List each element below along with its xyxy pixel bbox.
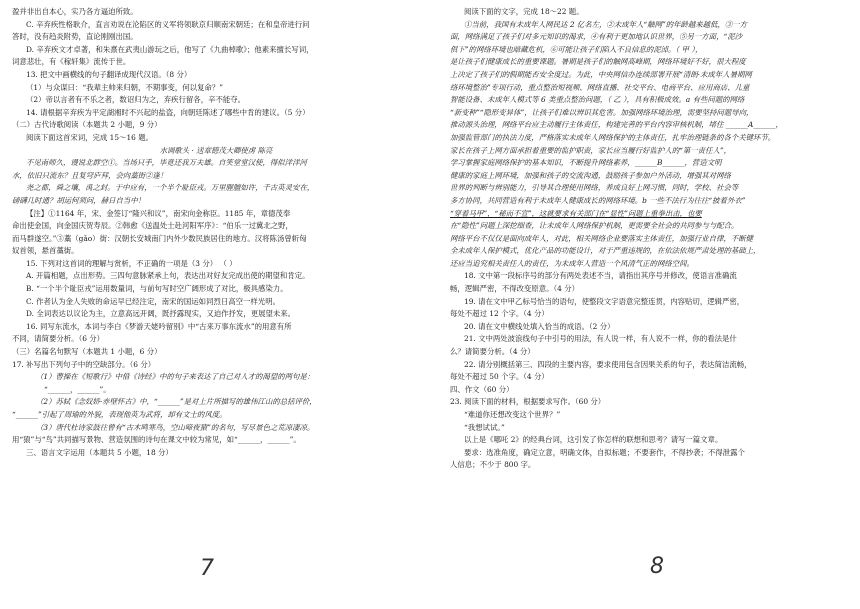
text-line: 要求：选准角度，确定立意，明确文体，自拟标题；不要套作，不得抄袭；不得泄露个 [464, 447, 745, 457]
text-line: C. 辛弃疾性格耿介，直言劝说在沦陷区的义军将领耿京归顺南宋朝廷；在和皇帝进行问 [26, 19, 310, 29]
section-heading: （三）名篇名句默写（本题共 1 小题，6 分） [12, 347, 162, 357]
question-20: 20. 请在文中横线处填入恰当的成语。（2 分） [464, 321, 615, 331]
section-heading: 四、作文（60 分） [450, 384, 514, 394]
passage-line: 还应当追究相关责任人的责任，为未成年人营造一个风清气正的网络空间。 [450, 258, 694, 268]
poem-note: 奴首领，悬首藁街。 [12, 246, 79, 256]
passage-line: ①当前，我国有未成年人网民达 2 亿名左，②未成年人“触网”的年龄越来越低，③一方 [464, 19, 748, 29]
poem-note: 【注】①1164 年，宋、金签订“隆兴和议”，南宋向金称臣。1185 年，章德茂奉 [26, 208, 291, 218]
question-18: 18. 文中第一段标序号的部分有两处表述不当，请指出其序号并修改，使语言准确流 [464, 271, 737, 281]
question-22: 22. 请分别概括第三、四段的主要内容，要求使用包含因果关系的句子，表达简洁流畅， [464, 359, 752, 369]
passage-line: 健康的家庭上网环境，加强和孩子的交流沟通，鼓励孩子参加户外活动，增强其对网络 [450, 170, 731, 180]
text-line: （1）曹操在《短歌行》中借《诗经》中的句子来表达了自己对人才的渴望的两句是： [36, 372, 315, 382]
text-line: “______”引起了周瑜的外貌，表现他英为武将，却有文士的风度。 [12, 410, 227, 419]
page-number: 7 [200, 556, 214, 581]
poem-line: 尧之都，舜之壤，禹之封。于中应有，一个半个耻臣戎。万里腥膻如许，千古英灵安在， [26, 183, 315, 193]
passage-line: 多方协同，共同营造有利于未成年人健康成长的网络环境。b 一些不法行为往往“披着外衣” [450, 195, 746, 205]
poem-note: 而马群遂空。”③藁（gǎo）街：汉朝长安城南门内外少数民族居住的地方。汉将陈汤曾斩匈 [12, 233, 307, 243]
question-19: 19. 请在文中甲乙标号恰当的语句，使整段文字语意完整连贯，内容贴切，逻辑严密， [464, 296, 745, 306]
text-line: 每处不超过 50 个字。（4 分） [450, 372, 549, 382]
text-line: （2）苏轼《念奴娇·赤壁怀古》中，“______”是对上片所描写的雄伟江山的总括评价， [36, 397, 317, 407]
quote-line: “难道你还想改变这个世界？” [464, 410, 561, 419]
text-line: D. 辛弃疾文才卓著，和朱熹在武夷山游玩之后，他写了《九曲棹歌》；他素来擅长写词， [26, 44, 314, 54]
right-page [440, 0, 860, 609]
text-line: 每处不超过 12 个字。（4 分） [450, 309, 549, 319]
question-16: 16. 同写东流水，本词与李白《梦游天姥吟留别》中“古来万事东流水”的用意有所 [26, 321, 292, 331]
section-heading: 三、语言文字运用（本题共 5 小题，18 分） [26, 447, 173, 457]
text-line: 用“猿”与“鸟”共同描写景物、营造氛围的诗句在课文中较为常见，如“______，______”。 [12, 435, 301, 445]
text-line: “______，______”。 [44, 384, 111, 394]
text-line: 答时，没有趋炎附势，直论刚刚出国。 [12, 32, 138, 42]
text-line: 畅，逻辑严密，不得改变原意。（4 分） [450, 284, 579, 294]
question-14: 14. 请根据辛弃疾为平定湖湘时不兴起的盐盗，向朝廷陈述了哪些中肯的建议。（5 分） [26, 107, 310, 117]
passage-line: 络环境整治”专项行动，重点整治短视频、网络直播、社交平台、电商平台、应用商店、儿童 [450, 82, 750, 92]
option-c: C. 作者认为金人失败的命运早已经注定，南宋的国运如同烈日高空一样光明。 [26, 296, 280, 306]
text-line: （1）与众谋曰：“我辈主帅来归朝，不期事变，何以复命？” [26, 82, 224, 92]
passage-line: 在“隐性”问题上深挖细查，让未成年人网络保护机制，更需要全社会的共同参与与配合。 [450, 221, 739, 231]
question-21: 21. 文中两处波浪线句子中引号的用法，有人说一样，有人说不一样，你的看法是什 [464, 334, 737, 344]
section-heading: （二）古代诗歌阅读（本题共 2 小题，9 分） [12, 120, 162, 130]
text-line: （2）帝以言者有不乐之者，数诏归为之，弃疾行留各，辛不能夺。 [26, 95, 246, 105]
passage-line: 智能设备、未成年人模式等 6 类重点整治问题，（ 乙 ），具有积极成效。a 有些问题的网络 [450, 95, 745, 105]
passage-line: 加强监管部门的执法力度，严格落实未成年人网络保护的主体责任，扎牢治理链条的各个关键环节。 [450, 132, 776, 142]
passage-line: 网络平台不仅仅是面向成年人，对此，相关网络企业要落实主体责任，加强行业自律，不断健 [450, 233, 754, 243]
poem-line: 磅礴几时通？胡运何须问，赫日自当中！ [12, 195, 146, 205]
question-17: 17. 补写出下列句子中的空缺部分。（6 分） [12, 359, 156, 369]
option-d: D. 全词表达以议论为主，立意高远开阔，既抒露现实，又迫作抒发，更展望未来。 [26, 309, 296, 319]
option-b: B. “一个半个耻臣戎”运用数量词，与前句写时空广阔形成了对比，极具感染力。 [26, 284, 288, 294]
text-line: 以上是《哪吒 2》的经典台词，这引发了你怎样的联想和思考？请写一篇文章。 [464, 435, 723, 445]
text-line: 阅读下面的文字，完成 18～22 题。 [464, 7, 584, 16]
passage-line: 世界的判断与辨别能力，引导其合理使用网络，养成良好上网习惯，同时，学校、社会等 [450, 183, 739, 193]
passage-line: 俱下”的网络环境也暗藏危机，⑥可能让孩子们陷入不良信息的泥淖。（ 甲 ）， [450, 44, 703, 54]
text-line: 不同，请简要分析。（6 分） [12, 334, 105, 344]
question-23: 23. 阅读下面的材料，根据要求写作。（60 分） [450, 397, 606, 407]
question-13: 13. 把文中画横线的句子翻译成现代汉语。（8 分） [26, 69, 192, 79]
text-line: 阅读下面这首宋词，完成 15～16 题。 [26, 132, 153, 142]
passage-line: 全未成年人保护模式，优化产品的功能设计，对于严重违规的，在依法依规严肃处理的基础上， [450, 246, 761, 256]
quote-line: “我想试试。” [464, 422, 505, 432]
passage-line: 是让孩子们健康成长的重要课题。暑期是孩子们的触网高峰期，网络环境好不好，很大程度 [450, 57, 746, 67]
poem-line: 不见南师久，谩说北群空①。当场只手，毕竟还我万夫雄。自笑堂堂汉使，得似洋洋河 [26, 158, 307, 168]
text-line: 词意悲壮，有《稼轩集》流传于世。 [12, 57, 131, 67]
text-line: （3）唐代杜诗家鼓往曾有“古木鸣寒鸟，空山啼夜猿”的名句，写尽景色之荒凉凄凉。 [36, 422, 315, 432]
passage-line: 面，网络满足了孩子们对多元知识的渴求，④有利于更加地认识世界，⑤另一方面，“泥沙 [450, 32, 743, 42]
page-number: 8 [650, 554, 664, 579]
question-15: 15. 下列对这首词的理解与赏析，不正确的一项是（3 分） （ ） [26, 258, 237, 268]
text-line: 盈并非出自本心，实乃各方逼迫所致。 [12, 7, 138, 16]
passage-line: “新变种”“隐形变异体”，让孩子们难以辨识其危害。加强网络环境治理，需要坚持问题导向， [450, 107, 754, 117]
text-line: 人信息；不少于 800 字。 [450, 460, 536, 470]
passage-line: 学习掌握家庭网络保护的基本知识，不断提升网络素养，______B______，营造文明 [450, 158, 722, 168]
poem-note: 命出使金国，向金国庆贺寿辰。②韩愈《送温处士赴河阳军序》：“伯乐一过冀北之野， [12, 221, 293, 231]
option-a: A. 开篇相题，点出形势。三四句意脉紧承上句，表达出对好友完成出使的期望和肯定。 [26, 271, 310, 281]
passage-line: “穿着马甲”，“秘而不宣”，这就要求有关部门在“显性”问题上重拳出击，也要 [450, 208, 702, 218]
passage-line: 推动源头治理，网络平台应主动履行主体责任，构建完善的平台内容审核机制，堵住 ______A______， [450, 120, 783, 130]
passage-line: 上决定了孩子们的假期能否安全度过。为此，中央网信办连续部署开展“清朗·未成年人暑期网 [450, 69, 752, 79]
poem-title: 水调歌头 · 送章德茂大卿使虏 陈亮 [159, 145, 273, 155]
text-line: 么？请简要分析。（4 分） [450, 347, 535, 357]
poem-line: 水，依旧只流东？且复穹庐拜，会向藁街②逢！ [12, 170, 168, 180]
passage-line: 家长在孩子上网方面承担着重要的监护职责，家长应当履行好监护人的“第一责任人”， [450, 145, 732, 155]
